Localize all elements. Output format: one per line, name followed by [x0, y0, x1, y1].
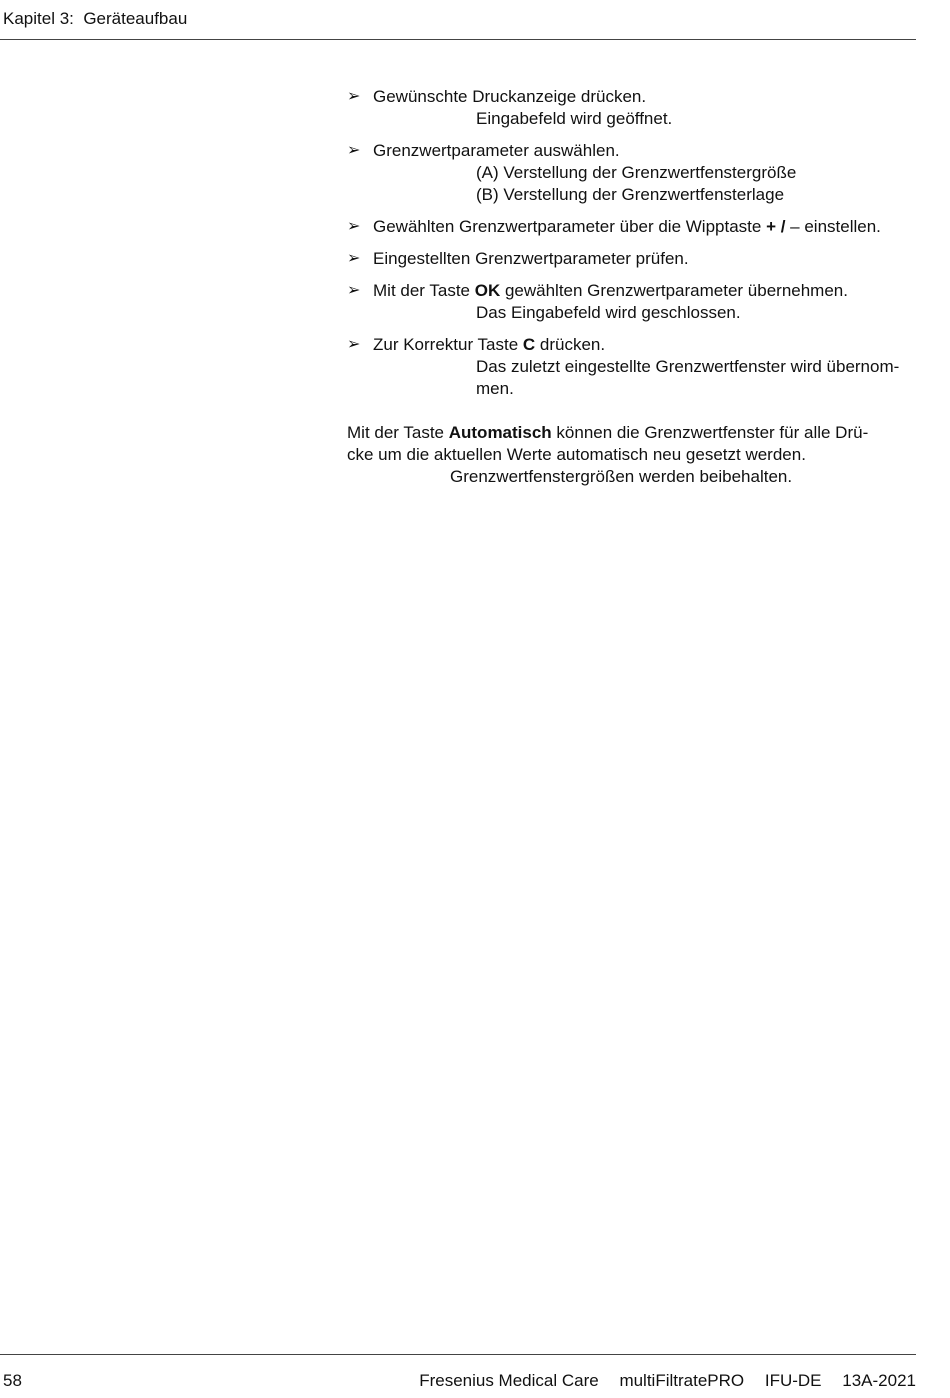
step-text: Eingestellten Grenzwertparameter prüfen. [373, 249, 689, 268]
step-option-a: (A) Verstellung der Grenzwertfenstergröße [476, 163, 797, 182]
step-text: Grenzwertparameter auswählen. [373, 141, 620, 160]
arrowhead-bullet-icon: ➢ [347, 250, 361, 267]
instruction-content [347, 86, 917, 488]
step-text: Mit der Taste OK gewählten Grenzwertparameter übernehmen. [373, 281, 848, 300]
step-option-b: (B) Verstellung der Grenzwertfensterlage [476, 185, 785, 204]
arrowhead-bullet-icon: ➢ [347, 282, 361, 299]
footer-version: 13A-2021 [842, 1371, 916, 1390]
paragraph-indented-note: Grenzwertfenstergrößen werden beibehalten. [450, 467, 793, 486]
step-result: Das Eingabefeld wird geschlossen. [476, 303, 741, 322]
step-adjust-parameter [347, 216, 917, 238]
step-result-line-1: Das zuletzt eingestellte Grenzwertfenster wird übernom- [476, 357, 900, 376]
footer-doc: IFU-DE [764, 1371, 822, 1390]
arrowhead-bullet-icon: ➢ [347, 336, 361, 353]
step-text: Gewünschte Druckanzeige drücken. [373, 87, 647, 106]
footer-product: multiFiltratePRO [619, 1371, 745, 1390]
step-result: Eingabefeld wird geöffnet. [476, 109, 673, 128]
chapter-header: Kapitel 3: Geräteaufbau [3, 9, 188, 28]
footer-rule [0, 1354, 916, 1355]
step-select-pressure-display [347, 86, 917, 130]
page-number: 58 [3, 1371, 22, 1390]
arrowhead-bullet-icon: ➢ [347, 88, 361, 105]
footer-company: Fresenius Medical Care [419, 1371, 599, 1390]
arrowhead-bullet-icon: ➢ [347, 142, 361, 159]
paragraph-line-2: cke um die aktuellen Werte automatisch neu gesetzt werden. [347, 445, 806, 464]
header-rule [0, 39, 916, 40]
step-correction-c [347, 334, 917, 400]
step-confirm-ok [347, 280, 917, 324]
paragraph-line-1: Mit der Taste Automatisch können die Grenzwertfenster für alle Drü- [347, 423, 869, 442]
step-text: Gewählten Grenzwertparameter über die Wipptaste + / – einstellen. [373, 217, 881, 236]
step-result-line-2: men. [476, 379, 514, 398]
automatic-paragraph [347, 422, 917, 488]
step-check-parameter [347, 248, 917, 270]
step-text: Zur Korrektur Taste C drücken. [373, 335, 606, 354]
arrowhead-bullet-icon: ➢ [347, 218, 361, 235]
footer-info [419, 1371, 916, 1391]
step-choose-limit-parameter [347, 140, 917, 206]
